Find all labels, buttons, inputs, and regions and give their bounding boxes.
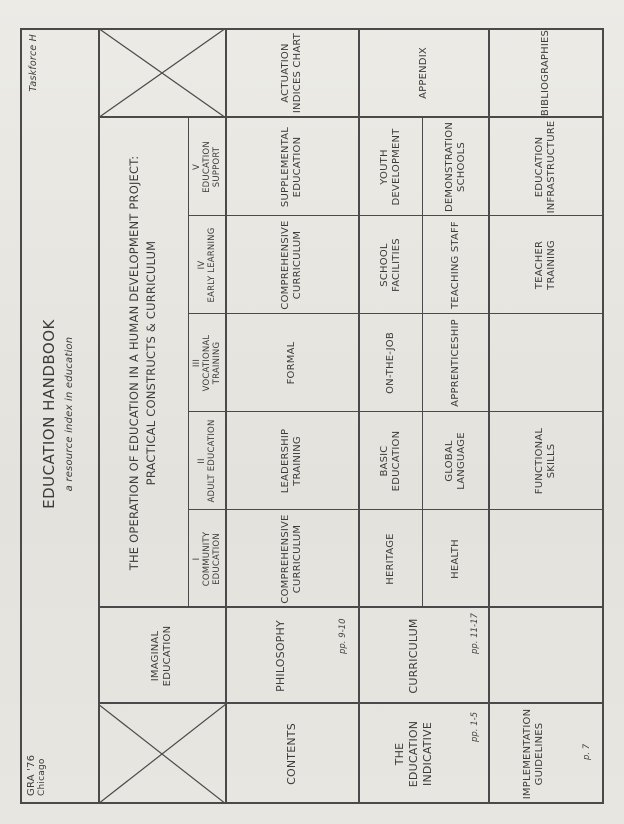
- org-year: GRA '76: [26, 754, 37, 796]
- column-label: COMMUNITY EDUCATION: [202, 531, 222, 587]
- org-label: [26, 755, 47, 796]
- corner-cross-left: [98, 704, 226, 804]
- handbook-title: EDUCATION HANDBOOK: [40, 319, 58, 509]
- contents-cell-4: COMPREHENSIVE CURRICULUM: [280, 220, 303, 310]
- curriculum-pages: pp. 11-17: [470, 613, 480, 654]
- column-header-early: [188, 216, 226, 314]
- column-header-support: [188, 118, 226, 216]
- extra-appendix: APPENDIX: [417, 47, 429, 99]
- indicative-upper-3: ON-THE-JOB: [384, 332, 396, 394]
- contents-cell-3: FORMAL: [286, 341, 297, 385]
- indicative-lower-4: TEACHING STAFF: [449, 221, 461, 309]
- column-num: III: [192, 358, 202, 368]
- guidelines-cell-1: FUNCTIONAL SKILLS: [533, 427, 557, 495]
- column-label: ADULT EDUCATION: [207, 419, 217, 503]
- column-header-vocational: [188, 314, 226, 412]
- imaginal-philosophy: PHILOSOPHY: [274, 620, 287, 692]
- guidelines-cell-3: EDUCATION INFRASTRUCTURE: [533, 120, 557, 214]
- org-city: Chicago: [37, 758, 47, 796]
- column-num: V: [192, 164, 202, 171]
- rotated-chart: [20, 28, 604, 804]
- extra-actuation-chart: ACTUATION INDICES CHART: [280, 32, 303, 114]
- column-label: EARLY LEARNING: [207, 227, 217, 303]
- indicative-upper-4: SCHOOL FACILITIES: [378, 238, 402, 292]
- column-header-community: [188, 510, 226, 608]
- indicative-upper-5: YOUTH DEVELOPMENT: [378, 128, 402, 206]
- guidelines-cell-2: TEACHER TRAINING: [533, 240, 557, 290]
- row-label-contents: CONTENTS: [285, 723, 298, 785]
- imaginal-header: IMAGINAL EDUCATION: [150, 625, 173, 687]
- frame-bottom: [602, 28, 604, 804]
- corner-cross-right: [98, 28, 226, 118]
- column-header-adult: [188, 412, 226, 510]
- project-title: THE OPERATION OF EDUCATION IN A HUMAN DEVELOPMENT PROJECT: PRACTICAL CONSTRUCTS & CURRICULUM: [127, 155, 158, 571]
- column-num: IV: [197, 260, 207, 270]
- row-label-guidelines: IMPLEMENTATION GUIDELINES: [522, 708, 545, 800]
- imaginal-curriculum: CURRICULUM: [407, 618, 420, 694]
- column-label: VOCATIONAL TRAINING: [202, 334, 222, 392]
- row-label-indicative: THE EDUCATION INDICATIVE: [393, 720, 434, 788]
- contents-cell-2: LEADERSHIP TRAINING: [280, 428, 303, 494]
- frame-top: [20, 28, 22, 804]
- philosophy-pages: pp. 9-10: [338, 618, 348, 654]
- indicative-upper-1: HERITAGE: [384, 533, 396, 585]
- indicative-lower-3: APPRENTICESHIP: [449, 319, 461, 407]
- contents-cell-1: COMPREHENSIVE CURRICULUM: [280, 514, 303, 604]
- guidelines-pages: p. 7: [582, 743, 592, 760]
- contents-cell-5: SUPPLEMENTAL EDUCATION: [280, 126, 303, 208]
- indicative-lower-1: HEALTH: [449, 539, 461, 579]
- indicative-lower-5: DEMONSTRATION SCHOOLS: [443, 121, 467, 213]
- handbook-subtitle: a resource index in education: [64, 336, 75, 492]
- column-label: EDUCATION SUPPORT: [202, 141, 222, 193]
- extra-bibliographies: BIBLIOGRAPHIES: [539, 29, 551, 117]
- indicative-pages: pp. 1-5: [470, 711, 480, 742]
- indicative-upper-2: BASIC EDUCATION: [378, 430, 402, 492]
- taskforce-label: Taskforce H: [28, 34, 39, 92]
- column-num: I: [192, 557, 202, 561]
- indicative-lower-2: GLOBAL LANGUAGE: [443, 432, 467, 490]
- column-num: II: [197, 458, 207, 464]
